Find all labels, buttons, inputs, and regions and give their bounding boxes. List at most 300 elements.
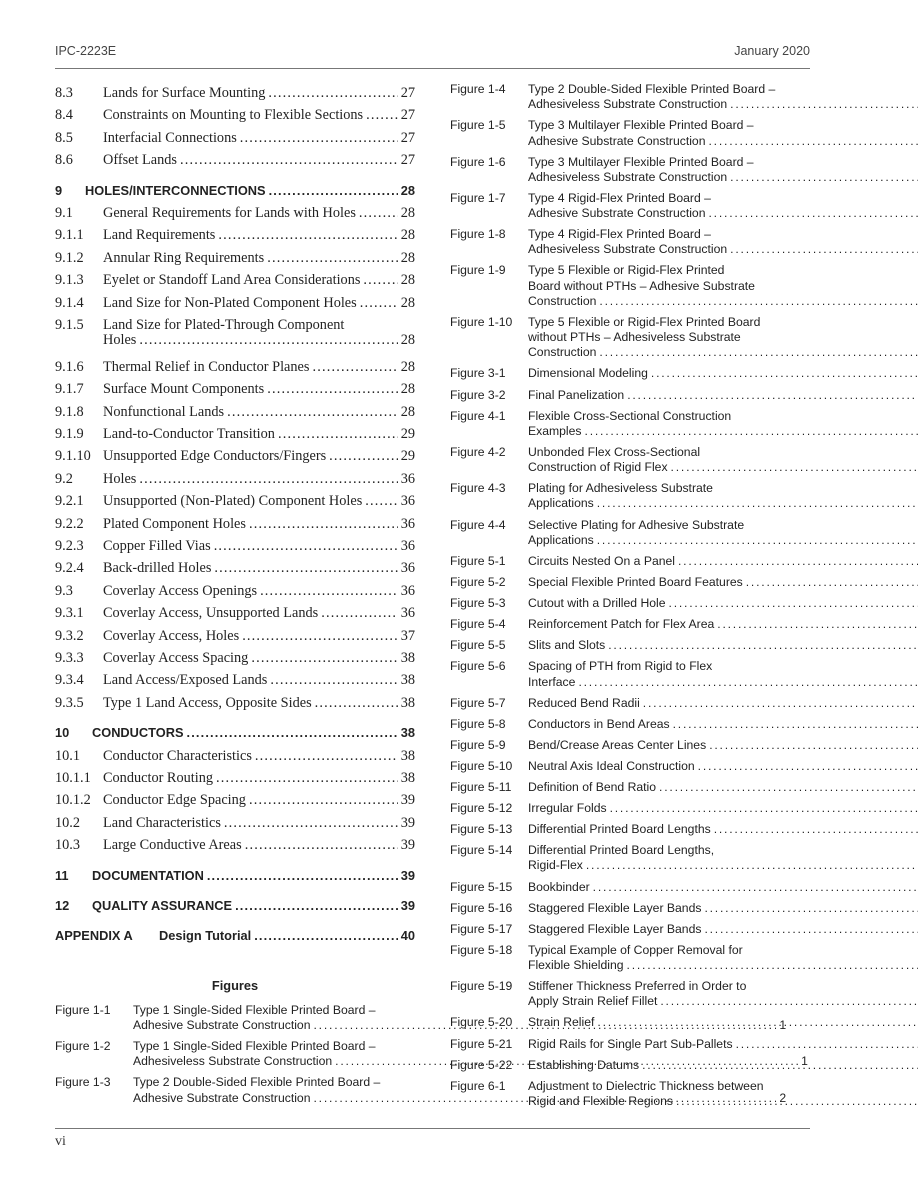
figure-title: Adhesive Substrate Construction — [133, 1090, 311, 1105]
figure-title: Strain Relief — [528, 1015, 595, 1030]
toc-entry-title: Conductor Edge Spacing — [103, 792, 246, 809]
figure-title: Examples — [528, 423, 582, 438]
toc-entry[interactable] — [55, 318, 415, 356]
dot-leader — [642, 1058, 918, 1073]
figure-entry[interactable] — [450, 696, 810, 711]
figure-entry[interactable] — [450, 943, 810, 973]
figure-title: Construction of Rigid Flex — [528, 460, 668, 475]
footer-rule — [55, 1128, 810, 1129]
figure-entry[interactable] — [450, 901, 810, 916]
figure-entry[interactable] — [450, 554, 810, 569]
dot-leader — [651, 366, 918, 381]
figure-number: Figure 4-2 — [450, 444, 506, 459]
toc-entry[interactable] — [55, 224, 415, 246]
figure-title: Adhesive Substrate Construction — [133, 1017, 311, 1032]
figure-text — [528, 1058, 918, 1073]
toc-entry-title: QUALITY ASSURANCE — [92, 897, 233, 913]
footer-page-number: vi — [55, 1134, 66, 1149]
toc-entry[interactable] — [55, 895, 415, 917]
figure-title: Type 5 Flexible or Rigid-Flex Printed Board — [528, 314, 761, 329]
figure-entry[interactable] — [450, 717, 810, 732]
figure-number: Figure 5-8 — [450, 716, 506, 731]
toc-entry-text — [103, 625, 415, 647]
toc-entry-page: 39 — [400, 814, 415, 831]
toc-entry[interactable] — [55, 745, 415, 767]
toc-entry[interactable] — [55, 423, 415, 445]
figure-line — [528, 759, 918, 774]
figure-title: Cutout with a Drilled Hole — [528, 596, 666, 611]
dot-leader — [643, 696, 918, 711]
toc-entry-number: 9.1.4 — [55, 294, 84, 311]
dot-leader — [139, 468, 397, 490]
toc-entry[interactable] — [55, 669, 415, 691]
toc-entry[interactable] — [55, 580, 415, 602]
toc-entry[interactable] — [55, 692, 415, 714]
toc-entry[interactable] — [55, 104, 415, 126]
figure-number: Figure 5-17 — [450, 921, 513, 936]
toc-entry-page: 38 — [400, 725, 415, 741]
figure-entry[interactable] — [450, 191, 810, 221]
figure-text — [528, 445, 918, 475]
toc-entry-title: Annular Ring Requirements — [103, 249, 265, 266]
dot-leader — [180, 149, 398, 171]
figure-title: Spacing of PTH from Rigid to Flex — [528, 659, 713, 674]
figure-title: Typical Example of Copper Removal for — [528, 942, 743, 957]
toc-entry[interactable] — [55, 247, 415, 269]
toc-entry-text — [103, 104, 415, 126]
figure-title: Type 1 Single-Sided Flexible Printed Board – — [133, 1039, 376, 1054]
figure-line — [528, 1094, 918, 1109]
figure-entry[interactable] — [450, 481, 810, 511]
figure-title: Staggered Flexible Layer Bands — [528, 921, 702, 936]
toc-entry-text — [103, 580, 415, 602]
toc-entry-title: Land Size for Plated-Through Component — [103, 317, 345, 333]
toc-entry-text — [103, 745, 415, 767]
figure-entry[interactable] — [450, 82, 810, 112]
toc-entry-number: 9.2.3 — [55, 538, 84, 555]
dot-leader — [224, 812, 398, 834]
figure-entry[interactable] — [450, 979, 810, 1009]
toc-entry-text — [103, 692, 415, 714]
header-rule — [55, 68, 810, 69]
dot-leader — [597, 533, 918, 548]
toc-entry-text — [103, 423, 415, 445]
toc-entry-title: Coverlay Access, Holes — [103, 627, 240, 644]
figure-title: Type 1 Single-Sided Flexible Printed Board – — [133, 1002, 376, 1017]
toc-entry-number: 9.3.5 — [55, 694, 84, 711]
figure-text — [528, 575, 918, 590]
figure-title: Reinforcement Patch for Flex Area — [528, 617, 715, 632]
dot-leader — [359, 202, 398, 224]
toc-entry[interactable] — [55, 625, 415, 647]
toc-entry-title: Plated Component Holes — [103, 515, 246, 532]
figure-entry[interactable] — [450, 759, 810, 774]
toc-entry-title: Offset Lands — [103, 152, 177, 169]
figure-text — [528, 822, 918, 837]
toc-entry-text — [103, 401, 415, 423]
toc-entry[interactable] — [55, 557, 415, 579]
figure-title: Establishing Datums — [528, 1057, 640, 1072]
figure-number: Figure 5-20 — [450, 1015, 513, 1030]
figure-line — [528, 943, 918, 958]
figure-line — [528, 82, 918, 97]
toc-entry-text — [103, 356, 415, 378]
figure-line — [528, 659, 918, 674]
figure-title: Flexible Shielding — [528, 958, 624, 973]
figure-entry[interactable] — [450, 409, 810, 439]
figure-number: Figure 5-6 — [450, 659, 506, 674]
toc-entry[interactable] — [55, 292, 415, 314]
dot-leader — [186, 722, 397, 744]
figure-title: Adjustment to Dielectric Thickness between — [528, 1078, 764, 1093]
dot-leader — [608, 638, 918, 653]
figure-text — [528, 901, 918, 916]
figure-text — [528, 315, 918, 361]
toc-entry-page: 28 — [400, 227, 415, 244]
toc-entry-line — [103, 333, 415, 348]
figure-line — [528, 279, 918, 294]
figure-text — [528, 118, 918, 148]
toc-entry-number: 9.2 — [55, 470, 73, 487]
toc-entry[interactable] — [55, 767, 415, 789]
dot-leader — [599, 294, 918, 309]
figure-entry[interactable] — [450, 518, 810, 548]
figure-number: Figure 1-8 — [450, 227, 506, 242]
dot-leader — [270, 669, 397, 691]
figure-text — [528, 409, 918, 439]
toc-entry-text — [103, 789, 415, 811]
figure-number: Figure 5-15 — [450, 879, 513, 894]
toc-entry-page: 27 — [400, 129, 415, 146]
toc-entry[interactable] — [55, 445, 415, 467]
toc-entry[interactable] — [55, 490, 415, 512]
figure-line — [528, 554, 918, 569]
dot-leader — [599, 345, 918, 360]
figure-number: Figure 5-13 — [450, 822, 513, 837]
toc-entry[interactable] — [55, 789, 415, 811]
figure-entry[interactable] — [450, 638, 810, 653]
toc-entry[interactable] — [55, 269, 415, 291]
figure-title: Irregular Folds — [528, 801, 607, 816]
figure-entry[interactable] — [450, 596, 810, 611]
figure-text — [528, 481, 918, 511]
figure-title: Differential Printed Board Lengths — [528, 822, 711, 837]
figure-entry[interactable] — [450, 315, 810, 361]
figure-number: Figure 5-19 — [450, 979, 513, 994]
toc-entry-page: 36 — [400, 605, 415, 622]
figure-title: Rigid and Flexible Regions — [528, 1093, 673, 1108]
figure-text — [528, 659, 918, 689]
toc-entry-number: 10.2 — [55, 814, 81, 831]
figure-title: Final Panelization — [528, 387, 625, 402]
figure-title: Selective Plating for Adhesive Substrate — [528, 517, 745, 532]
figure-entry[interactable] — [450, 118, 810, 148]
toc-entry[interactable] — [55, 202, 415, 224]
figure-number: Figure 1-4 — [450, 82, 506, 96]
toc-entry-title: Constraints on Mounting to Flexible Sections — [103, 107, 364, 124]
figure-title: Reduced Bend Radii — [528, 695, 640, 710]
toc-entry-page: 39 — [400, 792, 415, 809]
toc-entry-text — [103, 292, 415, 314]
dot-leader — [269, 180, 398, 202]
dot-leader — [669, 596, 918, 611]
dot-leader — [676, 1094, 918, 1109]
toc-entry-title: Surface Mount Components — [103, 381, 265, 398]
figure-number: Figure 5-1 — [450, 553, 506, 568]
figure-line — [528, 617, 918, 632]
figure-title: Conductors in Bend Areas — [528, 716, 670, 731]
toc-entry[interactable] — [55, 513, 415, 535]
figure-number: Figure 1-9 — [450, 263, 506, 278]
figure-text — [528, 738, 918, 753]
figure-title: Type 2 Double-Sided Flexible Printed Board – — [133, 1075, 381, 1090]
figure-line — [528, 638, 918, 653]
figure-entry[interactable] — [450, 263, 810, 309]
dot-leader — [321, 602, 398, 624]
figure-title: Differential Printed Board Lengths, — [528, 843, 715, 858]
toc-entry-page: 39 — [400, 837, 415, 854]
figures-heading: Figures — [211, 977, 259, 993]
figure-number: Figure 1-1 — [55, 1002, 111, 1017]
figure-entry[interactable] — [450, 1079, 810, 1109]
toc-entry[interactable] — [55, 647, 415, 669]
figure-entry[interactable] — [450, 1058, 810, 1073]
toc-entry-title: Land Size for Non-Plated Component Holes — [103, 294, 357, 311]
toc-entry-number: 10.1.1 — [55, 769, 91, 786]
toc-entry[interactable] — [55, 356, 415, 378]
toc-entry-text — [85, 180, 415, 202]
figure-line — [528, 979, 918, 994]
dot-leader — [627, 388, 918, 403]
figure-line — [528, 330, 918, 345]
figure-title: Flexible Cross-Sectional Construction — [528, 408, 732, 423]
figure-number: Figure 1-7 — [450, 190, 506, 205]
toc-entry-text — [103, 535, 415, 557]
toc-entry-title: Interfacial Connections — [103, 129, 237, 146]
toc-entry-title: Type 1 Land Access, Opposite Sides — [103, 694, 312, 711]
figure-number: Figure 5-9 — [450, 737, 506, 752]
figure-number: Figure 5-16 — [450, 900, 513, 915]
toc-entry-text — [103, 127, 415, 149]
figure-line — [528, 1058, 918, 1073]
toc-entry-page: 36 — [400, 582, 415, 599]
figure-page: 2 — [779, 1090, 787, 1105]
dot-leader — [730, 97, 918, 112]
figure-text — [528, 843, 918, 873]
figure-number: Figure 1-6 — [450, 154, 506, 169]
dot-leader — [235, 895, 398, 917]
figure-text — [528, 922, 918, 937]
figure-text — [528, 155, 918, 185]
figure-entry[interactable] — [450, 801, 810, 816]
toc-entry-number: 9.1.7 — [55, 381, 84, 398]
toc-entry[interactable] — [55, 180, 415, 202]
toc-entry-number: 9.1.1 — [55, 227, 84, 244]
toc-entry-page: 27 — [400, 152, 415, 169]
figure-entry[interactable] — [450, 388, 810, 403]
toc-entry-page: 28 — [400, 358, 415, 375]
toc-entry-number: 10 — [55, 725, 70, 741]
dot-leader — [597, 496, 918, 511]
toc-entry-title: Conductor Characteristics — [103, 747, 252, 764]
dot-leader — [709, 206, 918, 221]
toc-entry-text — [103, 318, 415, 348]
dot-leader — [717, 617, 918, 632]
dot-leader — [312, 356, 397, 378]
dot-leader — [218, 224, 397, 246]
figure-text — [528, 801, 918, 816]
figure-entry[interactable] — [450, 738, 810, 753]
toc-entry-title: Conductor Routing — [103, 769, 214, 786]
toc-entry-number: 8.3 — [55, 85, 73, 101]
dot-leader — [216, 767, 398, 789]
figure-line — [528, 780, 918, 795]
toc-entry[interactable] — [55, 401, 415, 423]
toc-list — [55, 82, 415, 948]
figure-entry[interactable] — [450, 366, 810, 381]
figure-title: Board without PTHs – Adhesive Substrate — [528, 278, 755, 293]
figure-title: Special Flexible Printed Board Features — [528, 574, 743, 589]
toc-entry[interactable] — [55, 722, 415, 744]
right-column — [450, 82, 810, 1115]
figure-entry[interactable] — [450, 1037, 810, 1052]
dot-leader — [278, 423, 398, 445]
figure-line — [528, 170, 918, 185]
figure-title: Slits and Slots — [528, 638, 606, 653]
toc-entry-page: 38 — [400, 747, 415, 764]
figure-line — [528, 994, 918, 1009]
toc-entry-text — [103, 378, 415, 400]
toc-entry-text — [103, 445, 415, 467]
toc-entry-page: 38 — [400, 649, 415, 666]
toc-entry-number: 9.3.2 — [55, 627, 84, 644]
toc-entry[interactable] — [55, 149, 415, 171]
figure-entry[interactable] — [450, 575, 810, 590]
figure-entry[interactable] — [450, 880, 810, 895]
figure-title: Stiffener Thickness Preferred in Order to — [528, 979, 747, 994]
toc-entry[interactable] — [55, 925, 415, 947]
figure-line — [528, 134, 918, 149]
toc-entry-text — [103, 149, 415, 171]
figure-entry[interactable] — [450, 822, 810, 837]
figure-entry[interactable] — [450, 659, 810, 689]
dot-leader — [227, 401, 398, 423]
dot-leader — [586, 858, 918, 873]
figure-entry[interactable] — [450, 445, 810, 475]
toc-entry-text — [103, 247, 415, 269]
figure-text — [528, 1079, 918, 1109]
toc-entry-title-cont: Holes — [103, 331, 137, 348]
toc-entry-page: 28 — [400, 403, 415, 420]
figure-line — [528, 822, 918, 837]
figure-text — [528, 617, 918, 632]
figure-line — [528, 880, 918, 895]
figure-line — [528, 596, 918, 611]
figure-entry[interactable] — [450, 227, 810, 257]
figure-line — [528, 675, 918, 690]
dot-leader — [245, 834, 398, 856]
figure-entry[interactable] — [450, 617, 810, 632]
toc-entry-text — [103, 513, 415, 535]
figure-title: Interface — [528, 674, 576, 689]
toc-entry[interactable] — [55, 812, 415, 834]
toc-entry-page: 37 — [400, 627, 415, 644]
figure-text — [528, 191, 918, 221]
figure-line — [528, 858, 918, 873]
dot-leader — [678, 554, 918, 569]
dot-leader — [585, 424, 918, 439]
figure-entry[interactable] — [450, 780, 810, 795]
figure-title: Applications — [528, 496, 594, 511]
toc-entry[interactable] — [55, 378, 415, 400]
figure-line — [528, 424, 918, 439]
figure-line — [528, 242, 918, 257]
toc-entry[interactable] — [55, 865, 415, 887]
figure-number: Figure 6-1 — [450, 1078, 506, 1093]
toc-entry-page: 28 — [400, 381, 415, 398]
toc-entry-page: 27 — [400, 85, 415, 101]
figure-number: Figure 5-4 — [450, 617, 506, 632]
figure-title: Type 4 Rigid-Flex Printed Board – — [528, 227, 711, 242]
toc-entry-page: 28 — [400, 182, 415, 198]
toc-entry-title: Design Tutorial — [159, 928, 252, 944]
figure-entry[interactable] — [450, 1015, 810, 1030]
toc-entry-number: 8.6 — [55, 152, 73, 169]
figure-title: Adhesive Substrate Construction — [528, 133, 706, 148]
toc-entry-title: General Requirements for Lands with Holes — [103, 204, 356, 221]
dot-leader — [714, 822, 918, 837]
toc-entry-page: 36 — [400, 493, 415, 510]
toc-entry-title: Coverlay Access Spacing — [103, 649, 249, 666]
toc-entry[interactable] — [55, 834, 415, 856]
toc-entry-number: 9.3.3 — [55, 649, 84, 666]
toc-entry[interactable] — [55, 535, 415, 557]
toc-entry[interactable] — [55, 82, 415, 104]
figure-line — [528, 958, 918, 973]
figure-text — [528, 717, 918, 732]
toc-entry-number: 9.1.5 — [55, 316, 84, 333]
figure-line — [528, 801, 918, 816]
figure-entry[interactable] — [450, 155, 810, 185]
figure-page: 1 — [801, 1054, 808, 1069]
toc-entry[interactable] — [55, 602, 415, 624]
figure-title: Type 2 Double-Sided Flexible Printed Board – — [528, 82, 776, 96]
toc-entry-number: 9.3 — [55, 582, 73, 599]
figure-line — [528, 118, 918, 133]
dot-leader — [746, 575, 918, 590]
figure-number: Figure 3-2 — [450, 387, 506, 402]
dot-leader — [730, 170, 918, 185]
dot-leader — [251, 647, 397, 669]
toc-entry[interactable] — [55, 127, 415, 149]
toc-entry-title: DOCUMENTATION — [92, 867, 204, 883]
toc-entry-text — [103, 82, 415, 104]
toc-entry-title: Lands for Surface Mounting — [103, 85, 266, 101]
toc-entry-number: 9.1.3 — [55, 272, 84, 289]
figure-text — [528, 759, 918, 774]
toc-entry-title: Land Requirements — [103, 227, 216, 244]
header-date: January 2020 — [734, 44, 810, 58]
toc-entry-number: 9.2.2 — [55, 515, 84, 532]
figure-entry[interactable] — [450, 922, 810, 937]
toc-entry-number: 9.1.8 — [55, 403, 84, 420]
toc-entry-text — [103, 269, 415, 291]
toc-entry[interactable] — [55, 468, 415, 490]
dot-leader — [315, 692, 398, 714]
figure-text — [528, 366, 918, 381]
figure-entry[interactable] — [450, 843, 810, 873]
figure-title: Rigid-Flex — [528, 858, 583, 873]
